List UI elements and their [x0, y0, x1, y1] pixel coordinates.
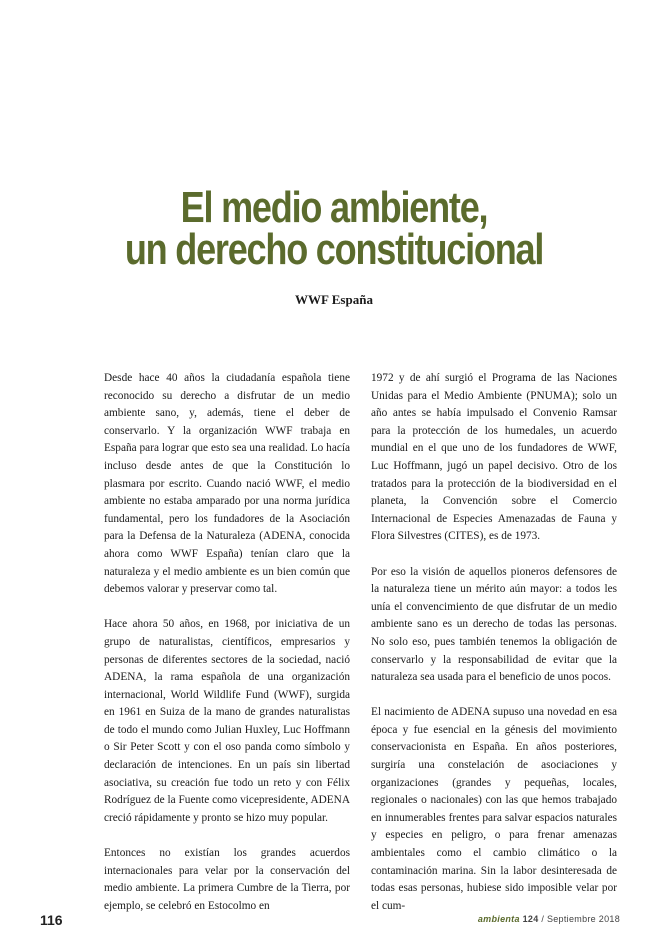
footer-separator: /	[541, 914, 545, 924]
article-author: WWF España	[295, 292, 373, 307]
publication-brand: ambienta	[477, 914, 520, 924]
article-title	[60, 183, 608, 275]
paragraph: El nacimiento de ADENA supuso una novedad en esa época y fue esencial en la génesis del movimiento conservacionista en España. En años posteriores, surgiría una constelación de asociaciones y organizaciones (grandes y pequeñas, locales, regionales o nacionales) con las que hemos trabajado en innumerables frentes para salvar espacios naturales y especies en peligro, o para frenar amenazas ambientales como el cambio climático o la contaminación marina. Sin la labor desinteresada de todas esas personas, hubiese sido imposible velar por el cum-	[371, 706, 617, 912]
page-number: 116	[40, 912, 63, 928]
right-column	[371, 370, 617, 933]
paragraph: 1972 y de ahí surgió el Programa de las Naciones Unidas para el Medio Ambiente (PNUMA); solo un año antes se había impulsado el Convenio Ramsar para la protección de los humedales, un acuerdo mundial en el que uno de los fundadores de WWF, Luc Hoffmann, jugó un papel decisivo. Otro de los tratados para la protección de la biodiversidad en el planeta, la Convención sobre el Comercio Internacional de Especies Amenazadas de Fauna y Flora Silvestres (CITES), es de 1973.	[371, 372, 617, 543]
title-line-1: El medio ambiente,	[180, 183, 488, 233]
paragraph: Hace ahora 50 años, en 1968, por iniciativa de un grupo de naturalistas, científicos, empresarios y personas de diferentes sectores de la sociedad, nació ADENA, la rama española de una organización internacional, World Wildlife Fund (WWF), surgida en 1961 en Suiza de la mano de grandes naturalistas de todo el mundo como Julian Huxley, Luc Hoffmann o Sir Peter Scott y con el oso panda como símbolo y declaración de intenciones. En un país sin libertad asociativa, su creación fue todo un reto y con Félix Rodríguez de la Fuente como vicepresidente, ADENA creció rápidamente y pronto se hizo muy popular.	[104, 618, 350, 824]
paragraph: Entonces no existían los grandes acuerdos internacionales para velar por la conservación del medio ambiente. La primera Cumbre de la Tierra, por ejemplo, se celebró en Estocolmo en	[104, 847, 350, 912]
left-column	[104, 370, 350, 933]
issue-date: Septiembre 2018	[546, 914, 620, 924]
footer-publication	[478, 914, 620, 924]
title-line-2: un derecho constitucional	[124, 225, 544, 275]
paragraph: Por eso la visión de aquellos pioneros defensores de la naturaleza tiene un mérito aún mayor: a todos les unía el convencimiento de que disfrutar de un medio ambiente sano es un derecho de todas las personas. No solo eso, pues también tenemos la obligación de conservarlo y la responsabilidad de evitar que la naturaleza sea usada para el beneficio de unos pocos.	[371, 565, 617, 684]
issue-number: 124	[522, 914, 539, 924]
paragraph: Desde hace 40 años la ciudadanía española tiene reconocido su derecho a disfrutar de un medio ambiente sano, y, además, tiene el deber de conservarlo. Y la organización WWF trabaja en España para lograr que esto sea una realidad. Lo hacía incluso desde antes de que la Constitución lo plasmara por escrito. Cuando nació WWF, el medio ambiente no estaba amparado por una norma jurídica fundamental, pero los fundadores de la Asociación para la Defensa de la Naturaleza (ADENA, conocida ahora como WWF España) tenían claro que la naturaleza y el medio ambiente es un bien común que debemos valorar y preservar como tal.	[104, 372, 350, 596]
